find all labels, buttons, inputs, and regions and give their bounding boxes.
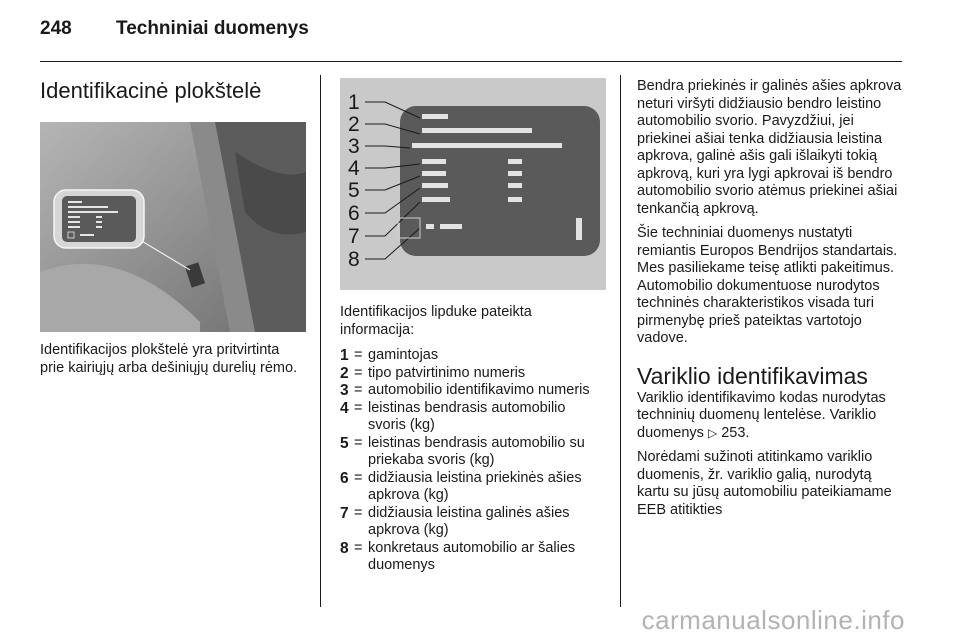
legend-text: gamintojas (368, 347, 439, 363)
legend-equals: = (354, 399, 363, 416)
legend-text: didžiausia leistina priekinės ašies apkrova (kg) (368, 469, 582, 503)
legend-item (340, 400, 606, 435)
legend-equals: = (354, 539, 363, 556)
right-column (637, 78, 905, 519)
section-heading-id-plate: Identifikacinė plokštelė (40, 78, 262, 103)
engine-data-paragraph: Norėdami sužinoti atitinkamo variklio duomenis, žr. variklio galią, nurodytą kartu su jūsų automobiliu pateikiamame EEB atitikties (637, 449, 892, 518)
legend-item (340, 347, 606, 365)
legend-equals: = (354, 434, 363, 451)
label-legend-list (340, 347, 606, 575)
legend-item (340, 505, 606, 540)
legend-text: didžiausia leistina galinės ašies apkrova (kg) (368, 504, 570, 538)
door-frame-photo (40, 122, 306, 332)
callout-7: 7 (348, 225, 360, 248)
legend-item (340, 365, 606, 383)
label-info-intro: Identifikacijos lipduke pateikta informacija: (340, 304, 532, 338)
left-column (40, 78, 306, 377)
watermark: carmanualsonline.info (641, 605, 905, 635)
header-divider (40, 61, 902, 62)
engine-code-paragraph (637, 390, 905, 443)
engine-code-text: Variklio identifikavimo kodas nurodytas techninių duomenų lentelėse. Variklio duomenys (637, 389, 886, 441)
legend-text: konkretaus automobilio ar šalies duomenys (368, 539, 576, 573)
legend-number: 3 (340, 382, 349, 399)
legend-text: automobilio identifikavimo numeris (368, 382, 590, 398)
legend-item (340, 470, 606, 505)
legend-text: leistinas bendrasis automobilio su priekaba svoris (kg) (368, 434, 585, 468)
middle-column (340, 78, 606, 575)
legend-equals: = (354, 469, 363, 486)
legend-number: 6 (340, 469, 349, 487)
page-title: Techniniai duomenys (116, 18, 309, 39)
id-label-illustration (340, 78, 606, 290)
column-divider-1 (320, 75, 321, 607)
id-label-diagram (340, 78, 606, 290)
legend-equals: = (354, 364, 363, 381)
section-heading-engine-id: Variklio identifikavimas (637, 362, 868, 389)
legend-number: 4 (340, 399, 349, 417)
page-header (40, 18, 309, 48)
plate-location-caption: Identifikacijos plokštelė yra pritvirtinta prie kairiųjų arba dešiniųjų durelių rėmo. (40, 342, 298, 376)
door-frame-illustration (40, 122, 306, 332)
page-reference-icon: ▷ (707, 425, 718, 440)
standards-paragraph: Šie techniniai duomenys nustatyti remiantis Europos Bendrijos standartais. Mes pasiliekame teisę atlikti pakeitimus. Automobilio dokumentuose nurodytos techninės charakteristikos visada turi pirmenybę prieš pateiktas vartotojo vadove. (637, 225, 898, 346)
callout-5: 5 (348, 179, 360, 202)
axle-load-paragraph: Bendra priekinės ir galinės ašies apkrova neturi viršyti didžiausio bendro leistino automobilio svorio. Pavyzdžiui, jei priekinei ašiai tenka didžiausia leistina apkrova, galinė ašis gali išlaikyti tokią apkrovą, kuri yra lygi apkrovai iš bendro automobilio svorio atėmus priekinei ašiai tenkančią apkrovą. (637, 78, 902, 217)
callout-6: 6 (348, 202, 360, 225)
legend-text: leistinas bendrasis automobilio svoris (kg) (368, 399, 566, 433)
page-reference-link[interactable]: 253. (721, 424, 750, 441)
legend-number: 8 (340, 539, 349, 557)
callout-3: 3 (348, 135, 360, 158)
callout-1: 1 (348, 91, 360, 114)
legend-item (340, 382, 606, 400)
legend-equals: = (354, 382, 363, 398)
legend-item (340, 540, 606, 575)
callout-4: 4 (348, 157, 360, 180)
callout-8: 8 (348, 248, 360, 271)
legend-number: 7 (340, 504, 349, 522)
legend-equals: = (354, 504, 363, 521)
legend-number: 5 (340, 434, 349, 452)
legend-number: 2 (340, 364, 349, 382)
legend-number: 1 (340, 347, 349, 364)
page-number: 248 (40, 18, 72, 39)
legend-text: tipo patvirtinimo numeris (368, 364, 526, 381)
legend-item (340, 435, 606, 470)
legend-equals: = (354, 347, 363, 363)
callout-2: 2 (348, 113, 360, 136)
column-divider-2 (620, 75, 621, 607)
